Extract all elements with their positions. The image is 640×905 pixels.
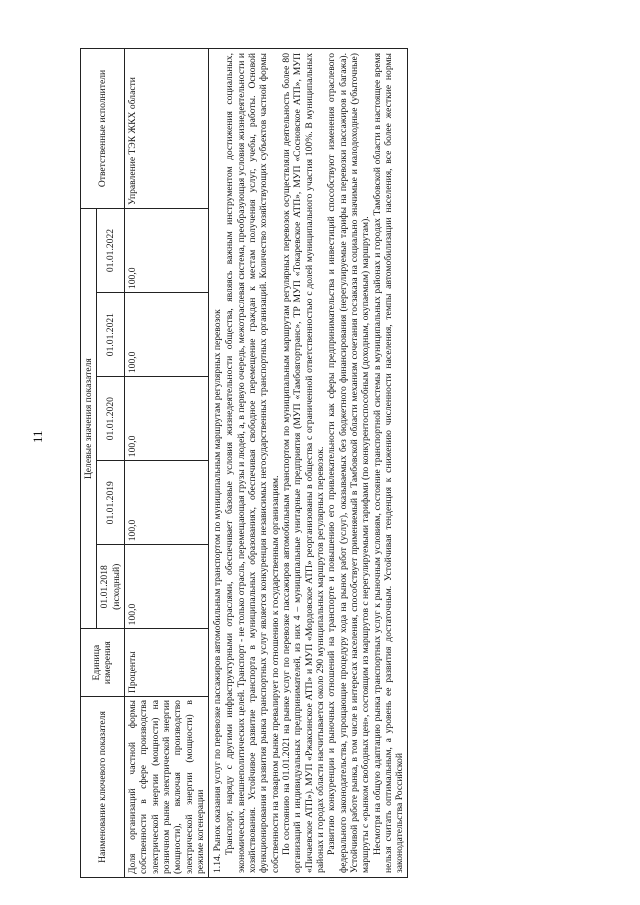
indicator-unit: Проценты [124, 629, 208, 697]
indicator-value: 100,0 [124, 461, 208, 545]
year-header: 01.01.2022 [97, 208, 125, 292]
indicator-value: 100,0 [124, 377, 208, 461]
header-name: Наименование ключевого показателя [81, 697, 125, 878]
header-unit: Единица измерения [81, 629, 125, 697]
indicator-value: 100,0 [124, 293, 208, 377]
table-row [124, 49, 208, 878]
section-paragraph: Развитию конкуренции и рыночных отношений на транспорте и повышению его привлекательности как сферы предпринимательства и инвестиций способствуют изменения отраслевого федерального законодательства, упрощающие процедуру хода на рынок работ (услуг), оказываемых без бюджетного финансирования (нерегулируемые тарифы на перевозки пассажиров и багажа). Устойчивой работе рынка, в том числе в интересах населения, способствует применяемый в Тамбовской области механизм сочетания госзаказа на социально значимые и малодоходные (убыточные) маршруты с «рынком свободных цен», состоящим из маршрутов с нерегулируемыми тарифами (по конкурентоспособным (доходным, окупаемым) маршрутам). [326, 53, 372, 873]
table-header-row [81, 49, 97, 878]
section-paragraph: Несмотря на общую адаптацию рынка транспортных услуг к рыночным условиям, состояние транспортной системы в муниципальных районах и городах Тамбовской области в настоящее время нельзя считать оптимальным, а уровень ее развития достаточным. Устойчивая тенденция к снижению численности населения, темпы автомобилизации населения, все более жесткие нормы законодательства Российской [371, 53, 406, 873]
header-target-values: Целевые значения показателя [81, 208, 97, 628]
year-header: 01.01.2020 [97, 377, 125, 461]
indicator-value: 100,0 [124, 208, 208, 292]
indicator-table [80, 48, 209, 878]
year-header: 01.01.2021 [97, 293, 125, 377]
section-paragraph: Транспорт, наряду с другими инфраструктурными отраслями, обеспечивает базовые условия жизнедеятельности общества, являясь важным инструментом достижения социальных, экономических, внешнеполитических целей. Транспорт - не только отрасль, перемещающая грузы и людей, а, в первую очередь, межотраслевая система, преобразующая условия жизнедеятельности и хозяйствования. Устойчивое развитие транспорта в муниципальных образованиях, обеспечивая свободное перемещение граждан к местам получения услуг, учебы, работы. Основой функционирования и развития рынка транспортных услуг является конкуренция независимых негосударственных транспортных организаций. Количество хозяйствующих субъектов частной формы собственности на товарном рынке превалирует по отношению к государственным организациям. [224, 53, 281, 873]
page-number: 11 [30, 430, 45, 443]
section-paragraph: По состоянию на 01.01.2021 на рынке услуг по перевозке пассажиров автомобильным транспортом по муниципальным маршрутам регулярных перевозок осуществляли деятельность более 80 организаций и индивидуальных предпринимателей, из них 4 – муниципальные унитарные предприятия (МУП «Тамбовгортранс», ТР МУП «Токаревское АТП», МУП «Сосновское АТП», МУП «Пичаевское АТП»). МУП «Ржаксинское АТП» и МУП «Мордовское АТП» реорганизованы в общества с ограниченной ответственностью с долей муниципального участия 100%. В муниципальных районах и городах области насчитывается около 290 муниципальных маршрутов регулярных перевозок. [281, 53, 326, 873]
year-header: 01.01.2019 [97, 461, 125, 545]
indicator-value: 100,0 [124, 545, 208, 629]
rotated-page-content [80, 48, 590, 878]
header-responsible: Ответственные исполнители [81, 49, 125, 209]
indicator-responsible: Управление ТЭК ЖКХ области [124, 49, 208, 209]
year-header: 01.01.2018 (исходный) [97, 545, 125, 629]
section-title: 1.14. Рынок оказания услуг по перевозке пассажиров автомобильным транспортом по муниципальным маршрутам регулярных перевозок [212, 309, 224, 873]
indicator-name: Доля организаций частной формы собственности в сфере производства электрической энергии (мощности) на розничном рынке электрической энергии (мощности), включая производство электрической энергии (мощности) в режиме когенерации [124, 697, 208, 878]
section-content [209, 48, 408, 878]
